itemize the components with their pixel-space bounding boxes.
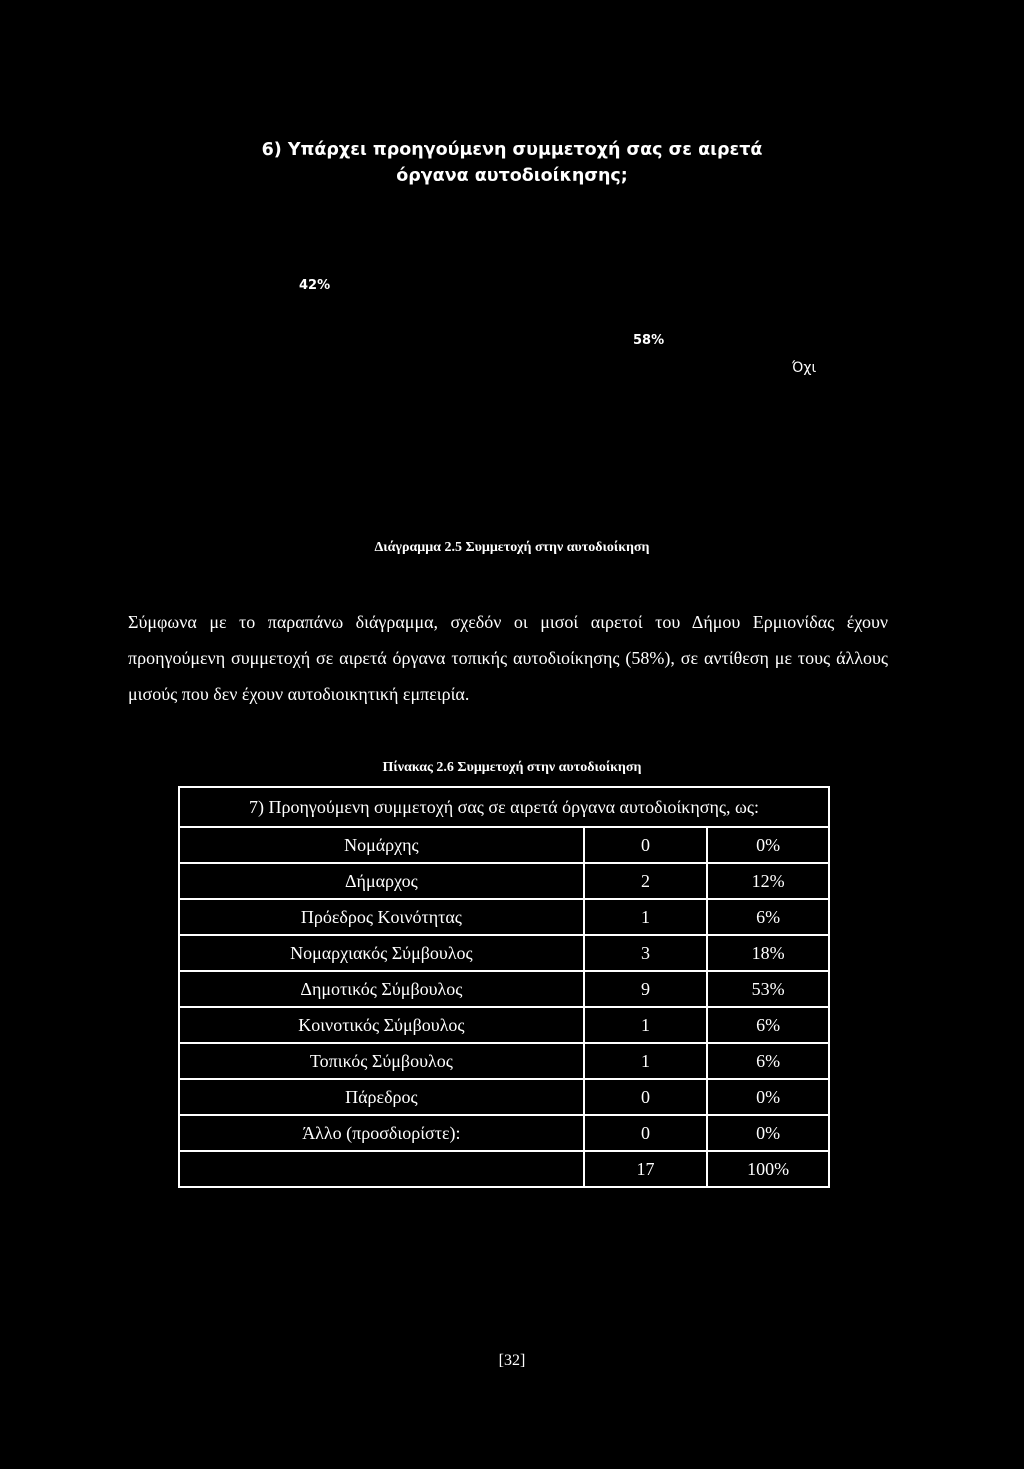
legend-entry-ochi: Όχι [792, 360, 817, 376]
page-number: [32] [498, 1352, 526, 1369]
role-name-cell: Πάρεδρος [179, 1079, 584, 1115]
table-row [179, 1115, 829, 1151]
count-cell: 1 [584, 1007, 708, 1043]
role-name-cell: Άλλο (προσδιορίστε): [179, 1115, 584, 1151]
role-name-cell: Νομάρχης [179, 827, 584, 863]
body-paragraph: Σύμφωνα με το παραπάνω διάγραμμα, σχεδόν οι μισοί αιρετοί του Δήμου Ερμιονίδας έχουν προηγούμενη συμμετοχή σε αιρετά όργανα τοπικής αυτοδιοίκησης (58%), σε αντίθεση με τους άλλους μισούς που δεν έχουν αυτοδιοικητική εμπειρία. [128, 612, 888, 704]
percent-cell: 6% [707, 1043, 829, 1079]
role-name-cell: Πρόεδρος Κοινότητας [179, 899, 584, 935]
percent-cell: 12% [707, 863, 829, 899]
role-name-cell: Δημοτικός Σύμβουλος [179, 971, 584, 1007]
percent-cell: 53% [707, 971, 829, 1007]
participation-table [178, 786, 830, 1188]
pie-slice-label-42: 42% [299, 278, 331, 293]
pie-slice-58 [415, 205, 615, 475]
percent-cell: 0% [707, 1115, 829, 1151]
percent-cell: 6% [707, 1007, 829, 1043]
table-row [179, 1007, 829, 1043]
table-caption: Πίνακας 2.6 Συμμετοχή στην αυτοδιοίκηση [382, 760, 642, 775]
table-total-row [179, 1151, 829, 1187]
count-cell: 1 [584, 899, 708, 935]
percent-cell: 18% [707, 935, 829, 971]
percent-cell: 0% [707, 827, 829, 863]
count-cell: 0 [584, 1115, 708, 1151]
chart-title-line-2: όργανα αυτοδιοίκησης; [396, 166, 628, 186]
role-name-cell: Νομαρχιακός Σύμβουλος [179, 935, 584, 971]
count-cell: 2 [584, 863, 708, 899]
count-cell: 17 [584, 1151, 708, 1187]
table-header-cell: 7) Προηγούμενη συμμετοχή σας σε αιρετά όργανα αυτοδιοίκησης, ως: [179, 787, 829, 827]
count-cell: 0 [584, 827, 708, 863]
table-row [179, 827, 829, 863]
table-row [179, 863, 829, 899]
count-cell: 9 [584, 971, 708, 1007]
chart-title-line-1: 6) Υπάρχει προηγούμενη συμμετοχή σας σε αιρετά [261, 140, 763, 160]
role-name-cell [179, 1151, 584, 1187]
table-row [179, 971, 829, 1007]
pie-slice-label-58: 58% [633, 333, 665, 348]
role-name-cell: Τοπικός Σύμβουλος [179, 1043, 584, 1079]
table-header-row [179, 787, 829, 827]
chart-title [212, 137, 812, 189]
chart-caption: Διάγραμμα 2.5 Συμμετοχή στην αυτοδιοίκηση [374, 540, 650, 555]
count-cell: 0 [584, 1079, 708, 1115]
count-cell: 1 [584, 1043, 708, 1079]
table-row [179, 899, 829, 935]
table-row [179, 1043, 829, 1079]
percent-cell: 0% [707, 1079, 829, 1115]
percent-cell: 6% [707, 899, 829, 935]
table-row [179, 935, 829, 971]
role-name-cell: Δήμαρχος [179, 863, 584, 899]
table-row [179, 1079, 829, 1115]
role-name-cell: Κοινοτικός Σύμβουλος [179, 1007, 584, 1043]
percent-cell: 100% [707, 1151, 829, 1187]
pie-slice-42 [345, 205, 480, 458]
count-cell: 3 [584, 935, 708, 971]
